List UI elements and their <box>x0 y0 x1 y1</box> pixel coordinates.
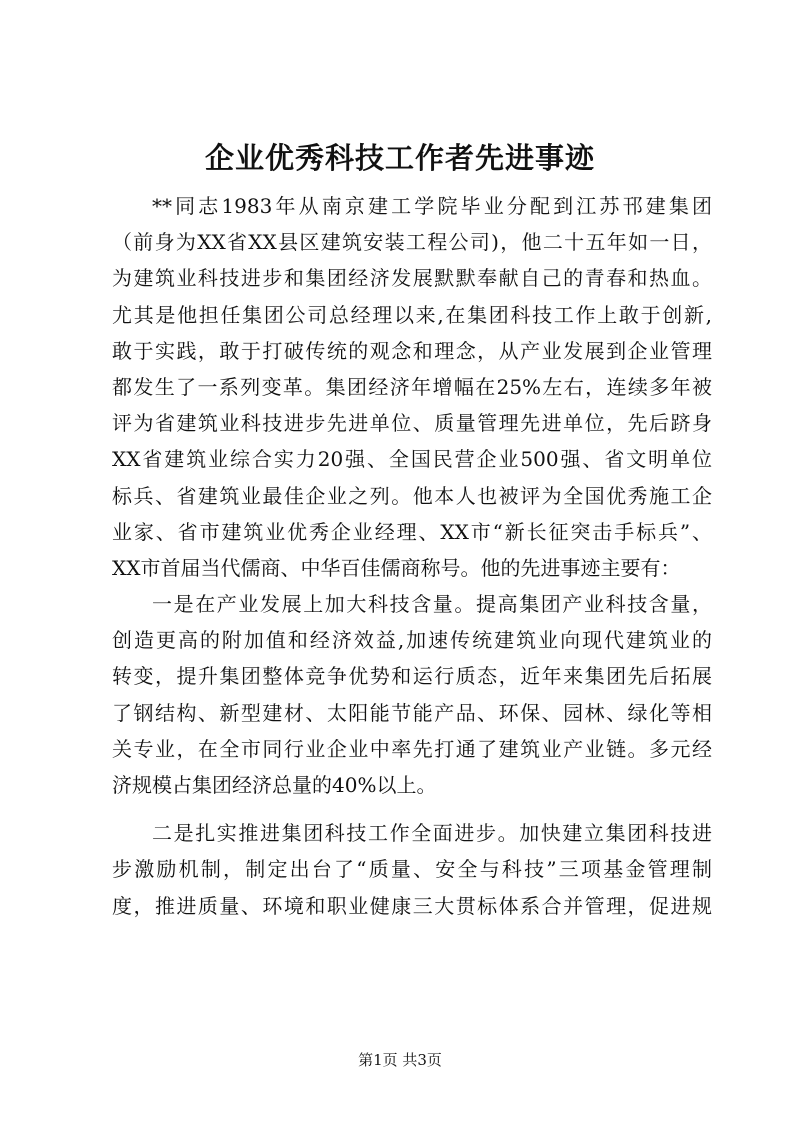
paragraph-line: 关专业，在全市同行业企业中率先打通了建筑业产业链。多元经 <box>112 736 712 761</box>
paragraph-line: 一是在产业发展上加大科技含量。提高集团产业科技含量， <box>152 592 712 617</box>
paragraph-line: 都发生了一系列变革。集团经济年增幅在25%左右，连续多年被 <box>112 374 712 399</box>
paragraph-line: 济规模占集团经济总量的40%以上。 <box>112 773 437 797</box>
paragraph-line: 创造更高的附加值和经济效益,加速传统建筑业向现代建筑业的 <box>112 628 712 653</box>
paragraph-line: 尤其是他担任集团公司总经理以来,在集团科技工作上敢于创新, <box>112 302 712 327</box>
paragraph-line: （前身为XX省XX县区建筑安装工程公司)，他二十五年如一日， <box>112 230 712 255</box>
document-body <box>112 188 712 924</box>
paragraph-line: 度，推进质量、环境和职业健康三大贯标体系合并管理，促进规 <box>112 893 712 918</box>
paragraph-gap <box>112 803 712 815</box>
paragraph-line: 了钢结构、新型建材、太阳能节能产品、环保、园林、绿化等相 <box>112 700 712 725</box>
paragraph-line: 步激励机制，制定出台了“质量、安全与科技”三项基金管理制 <box>112 857 712 882</box>
paragraph-line: XX市首届当代儒商、中华百佳儒商称号。他的先进事迹主要有： <box>112 555 681 580</box>
paragraph-line: 标兵、省建筑业最佳企业之列。他本人也被评为全国优秀施工企 <box>112 483 712 508</box>
paragraph-line: **同志1983年从南京建工学院毕业分配到江苏邗建集团 <box>152 194 712 218</box>
paragraph-line: 转变，提升集团整体竞争优势和运行质态，近年来集团先后拓展 <box>112 664 712 689</box>
paragraph-line: 为建筑业科技进步和集团经济发展默默奉献自己的青春和热血。 <box>112 266 712 291</box>
paragraph-line: XX省建筑业综合实力20强、全国民营企业500强、省文明单位 <box>112 447 712 472</box>
paragraph-line: 评为省建筑业科技进步先进单位、质量管理先进单位，先后跻身 <box>112 411 712 436</box>
document-title: 企业优秀科技工作者先进事迹 <box>204 141 595 175</box>
paragraph-line: 业家、省市建筑业优秀企业经理、XX市“新长征突击手标兵”、 <box>112 519 712 544</box>
paragraph-line: 二是扎实推进集团科技工作全面进步。加快建立集团科技进 <box>152 821 712 846</box>
page-number: 第1页 共3页 <box>358 1051 442 1069</box>
paragraph-line: 敢于实践，敢于打破传统的观念和理念，从产业发展到企业管理 <box>112 338 712 363</box>
